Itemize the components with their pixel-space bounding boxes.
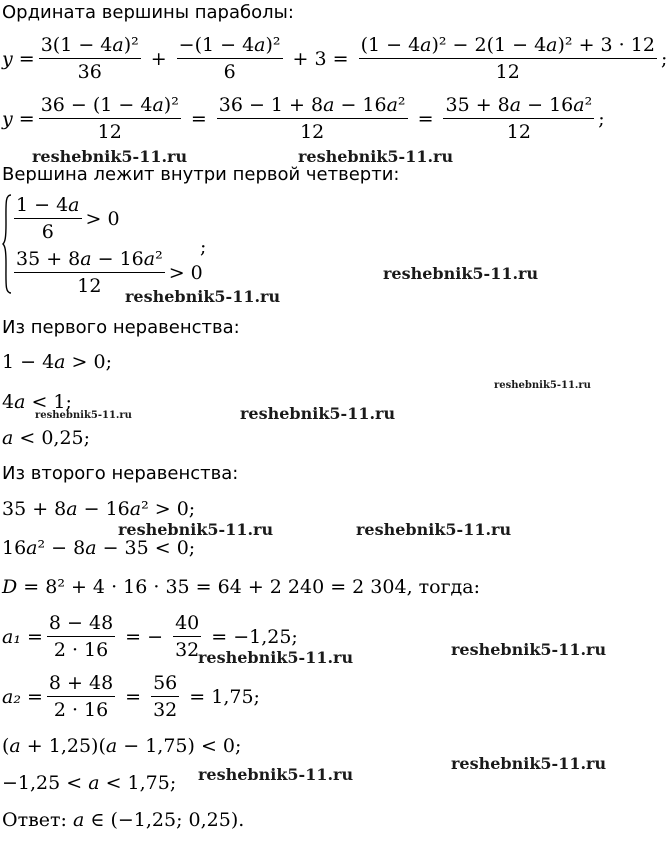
- heading-second-inequality: Из второго неравенства:: [2, 463, 239, 484]
- eq2-f2-numerator: 36 − 1 + 8𝑎 − 16𝑎²: [218, 94, 406, 116]
- watermark: reshebnik5-11.ru: [35, 410, 132, 421]
- eq2-fraction-3: [443, 94, 594, 143]
- watermark: reshebnik5-11.ru: [356, 520, 512, 539]
- a2-fraction-2: [151, 672, 179, 721]
- step-interval: −1,25 < 𝑎 < 1,75;: [2, 772, 177, 794]
- a2-middle: =: [125, 685, 142, 708]
- a1-middle: = −: [125, 625, 164, 648]
- sys-r2-numerator: 35 + 8𝑎 − 16𝑎²: [16, 248, 163, 270]
- sys-r1-numerator: 1 − 4𝑎: [16, 194, 80, 216]
- watermark: reshebnik5-11.ru: [494, 380, 591, 391]
- a2-denominator-2: 32: [153, 699, 178, 721]
- eq1-middle: + 3 =: [292, 47, 349, 70]
- sys-r2-operator: > 0: [168, 261, 203, 284]
- system-brace-icon: [2, 194, 12, 294]
- a2-result: = 1,75;: [189, 685, 260, 708]
- step-4a-less-1: 4𝑎 < 1;: [2, 391, 72, 413]
- heading-parabola-vertex: Ордината вершины параболы:: [2, 2, 294, 23]
- watermark: reshebnik5-11.ru: [383, 264, 539, 283]
- equation-y-second: [2, 94, 605, 143]
- eq1-fraction-1: [39, 34, 141, 83]
- eq1-f3-denominator: 12: [495, 61, 520, 83]
- eq1-fraction-2: [177, 34, 283, 83]
- eq1-f1-numerator: 3(1 − 4𝑎)²: [40, 34, 139, 56]
- a1-denominator-2: 32: [175, 639, 200, 661]
- sys-r2-denominator: 12: [77, 275, 102, 297]
- a2-numerator: 8 + 48: [48, 672, 114, 694]
- a2-numerator-2: 56: [153, 672, 178, 694]
- step-quadratic-positive: 35 + 8𝑎 − 16𝑎² > 0;: [2, 498, 196, 520]
- a1-fraction: [47, 612, 115, 661]
- eq2-equals-1: =: [190, 107, 207, 130]
- system-row-1: [14, 194, 120, 243]
- step-factored: (𝑎 + 1,25)(𝑎 − 1,75) < 0;: [2, 735, 242, 757]
- system-semicolon: ;: [200, 236, 207, 258]
- sys-r1-fraction: [14, 194, 82, 243]
- heading-first-inequality: Из первого неравенства:: [2, 317, 240, 338]
- step-1-minus-4a: 1 − 4𝑎 > 0;: [2, 351, 112, 373]
- watermark: reshebnik5-11.ru: [125, 287, 281, 306]
- watermark: reshebnik5-11.ru: [298, 147, 454, 166]
- eq2-f3-denominator: 12: [506, 121, 531, 143]
- equation-y-first: [2, 34, 667, 83]
- eq1-f3-numerator: (1 − 4𝑎)² − 2(1 − 4𝑎)² + 3 · 12: [360, 34, 655, 56]
- eq2-f1-denominator: 12: [97, 121, 122, 143]
- a2-denominator: 2 · 16: [53, 699, 109, 721]
- a1-result: = −1,25;: [211, 625, 298, 648]
- step-a-less-025: 𝑎 < 0,25;: [2, 427, 91, 449]
- eq2-f2-denominator: 12: [300, 121, 325, 143]
- eq2-equals-2: =: [417, 107, 434, 130]
- eq1-end: ;: [660, 47, 667, 70]
- eq1-plus: +: [150, 47, 167, 70]
- step-quadratic-negative: 16𝑎² − 8𝑎 − 35 < 0;: [2, 537, 196, 559]
- sys-r1-denominator: 6: [41, 221, 54, 243]
- watermark: reshebnik5-11.ru: [118, 520, 274, 539]
- watermark: reshebnik5-11.ru: [240, 404, 396, 423]
- watermark: reshebnik5-11.ru: [198, 648, 354, 667]
- eq2-fraction-2: [217, 94, 408, 143]
- watermark: reshebnik5-11.ru: [32, 147, 188, 166]
- eq2-f1-numerator: 36 − (1 − 4𝑎)²: [40, 94, 179, 116]
- answer: Ответ: 𝑎 ∈ (−1,25; 0,25).: [2, 809, 245, 831]
- watermark: reshebnik5-11.ru: [451, 640, 607, 659]
- a1-numerator-2: 40: [175, 612, 200, 634]
- eq1-fraction-3: [359, 34, 657, 83]
- a2-fraction: [47, 672, 115, 721]
- a1-denominator: 2 · 16: [53, 639, 109, 661]
- step-discriminant: 𝐷 = 8² + 4 · 16 · 35 = 64 + 2 240 = 2 304, тогда:: [2, 576, 480, 598]
- watermark: reshebnik5-11.ru: [451, 754, 607, 773]
- eq1-f2-numerator: −(1 − 4𝑎)²: [178, 34, 281, 56]
- eq2-end: ;: [598, 107, 605, 130]
- eq2-f3-numerator: 35 + 8𝑎 − 16𝑎²: [445, 94, 593, 116]
- eq1-f1-denominator: 36: [77, 61, 102, 83]
- a1-lhs: 𝑎₁ =: [2, 625, 43, 648]
- watermark: reshebnik5-11.ru: [198, 765, 354, 784]
- a1-numerator: 8 − 48: [48, 612, 114, 634]
- eq1-f2-denominator: 6: [223, 61, 236, 83]
- sys-r1-operator: > 0: [85, 207, 120, 230]
- eq2-fraction-1: [39, 94, 181, 143]
- root-a2: [2, 672, 266, 721]
- heading-first-quadrant: Вершина лежит внутри первой четверти:: [2, 164, 400, 185]
- eq1-lhs: 𝑦 =: [2, 47, 35, 70]
- eq2-lhs: 𝑦 =: [2, 107, 35, 130]
- a2-lhs: 𝑎₂ =: [2, 685, 43, 708]
